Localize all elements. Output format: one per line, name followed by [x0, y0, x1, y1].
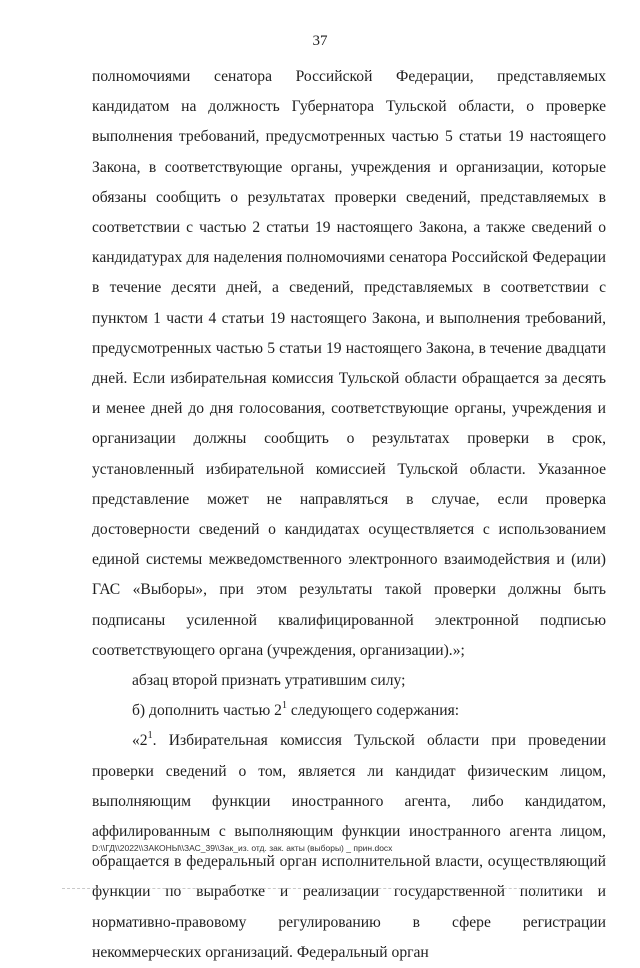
superscript: 1: [147, 730, 153, 742]
footer-file-path: D:\\ГД\\2022\\ЗАКОНЫ\\ЗАС_39\\Зак_из. отд. зак. акты (выборы) _ прин.docx: [92, 843, 393, 853]
paragraph-continuation: полномочиями сенатора Российской Федерации, представляемых кандидатом на должность Губернатора Тульской области, о проверке выполнения требований, предусмотренных частью 5 статьи 19 настоящего Закона, в соответствующие органы, учреждения и организации, которые обязаны сообщить о результатах проверки сведений, представляемых в соответствии с частью 2 статьи 19 настоящего Закона, а также сведений о кандидатурах для наделения полномочиями сенатора Российской Федерации в течение десяти дней, а сведений, представляемых в соответствии с пунктом 1 части 4 статьи 19 настоящего Закона, и выполнения требований, предусмотренных частью 5 статьи 19 настоящего Закона, в течение двадцати дней. Если избирательная комиссия Тульской области обращается за десять и менее дней до дня голосования, соответствующие органы, учреждения и организации должны сообщить о результатах проверки в срок, установленный избирательной комиссией Тульской области. Указанное представление может не направляться в случае, если проверка достоверности сведений о кандидатах осуществляется с использованием единой системы межведомственного электронного взаимодействия и (или) ГАС «Выборы», при этом результаты такой проверки должны быть подписаны усиленной квалифицированной электронной подписью соответствующего органа (учреждения, организации).»;: [92, 68, 606, 659]
paragraph-prefix: б) дополнить частью 2: [132, 702, 282, 720]
paragraph-suffix: следующего содержания:: [286, 702, 460, 720]
superscript: 1: [281, 700, 287, 712]
document-body: [92, 62, 606, 968]
paragraph-suffix: . Избирательная комиссия Тульской области при проведении проверки сведений о том, является ли кандидат физическим лицом, выполняющим функции иностранного агента, либо кандидатом, аффилированным с выполняющим функции иностранного агента лицом, обращается в федеральный орган исполнительной власти, осуществляющий функции по выработке и реализации государственной политики и нормативно-правовому регулированию в сфере регистрации некоммерческих организаций. Федеральный орган: [92, 732, 606, 961]
paragraph-abzac: абзац второй признать утратившим силу;: [132, 672, 406, 690]
page-number: 37: [312, 33, 328, 49]
scan-artifact-divider: [62, 888, 582, 889]
paragraph-prefix: «2: [132, 732, 148, 750]
paragraph-amendment-b: [92, 696, 606, 726]
